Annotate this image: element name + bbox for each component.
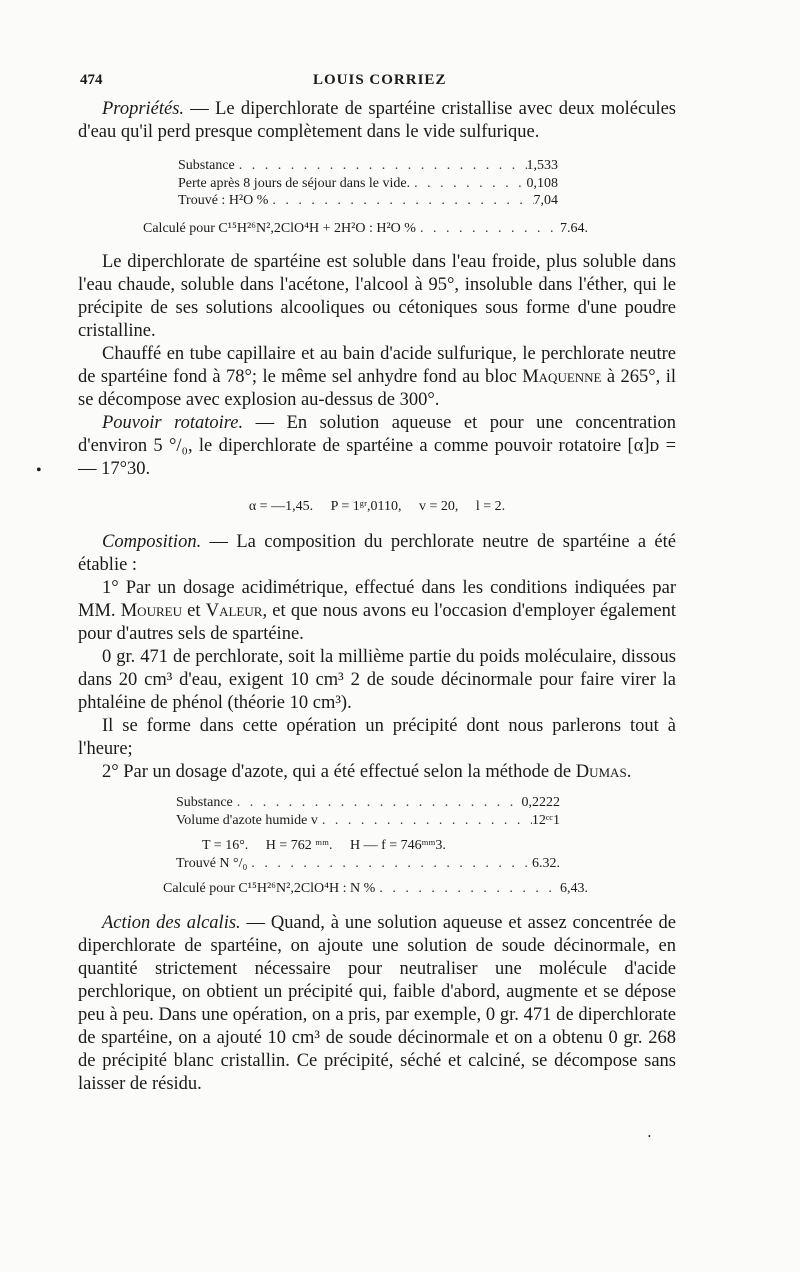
paragraph-text: — En solution aqueuse et pour une concentration d'environ 5 °/₀, le diperchlorate de spartéine a comme pouvoir rotatoire [α]ᴅ = — 17°30. (78, 413, 676, 479)
paragraph-rotation (78, 412, 676, 481)
paragraph-titration: 0 gr. 471 de perchlorate, soit la millième partie du poids moléculaire, dissous dans 20 cm³ d'eau, exigent 10 cm³ 2 de soude décinormale pour faire virer la phtaléine de phénol (théorie 10 cm³). (78, 647, 676, 713)
conditions-line: T = 16°. H = 762 ᵐᵐ. H — f = 746ᵐᵐ3. (202, 838, 446, 853)
paragraph-nitrogen (78, 761, 676, 784)
row-label: Substance (178, 158, 235, 173)
text-span: Chauffé en tube capillaire et au bain d'acide sulfurique, le perchlorate neutre de spartéine fond à 78°; le même sel anhydre fond au bloc (78, 344, 676, 387)
row-value: 1,533 (526, 158, 558, 173)
section-heading: Action des alcalis. (102, 912, 241, 933)
calc-value: 6,43. (560, 881, 588, 896)
table-row (178, 192, 558, 210)
page-header (78, 68, 676, 92)
text-span: et (181, 601, 206, 621)
row-value: 12ᶜᶜ1 (531, 812, 560, 828)
table-row (176, 812, 560, 830)
author-name: Moureu (120, 601, 182, 621)
row-value: 6.32. (532, 855, 560, 871)
paragraph-text: — Quand, à une solution aqueuse et assez concentrée de diperchlorate de spartéine, on ajoute une solution de soude décinormale, en quantité strictement nécessaire pour neutraliser une molécule d'acide perchlorique, on obtient un précipité qui, faible d'abord, augmente et se dépose peu à peu. Dans une opération, on a pris, par exemple, 0 gr. 471 de diperchlorate de spartéine, on a ajouté 10 cm³ de soude décinormale et on a obtenu 0 gr. 268 de précipité blanc cristallin. Ce précipité, séché et calciné, se décompose sans laisser de résidu. (78, 912, 676, 1094)
author-name: Maquenne (522, 367, 602, 387)
text-span: , et que nous avons eu l'occasion d'employer également pour d'autres sels de spartéine. (78, 601, 676, 644)
section-heading: Propriétés. (102, 99, 185, 119)
author-name: Valeur (205, 601, 263, 621)
margin-mark: • (648, 1132, 651, 1141)
calculated-line (143, 220, 588, 238)
paragraph-solubility: Le diperchlorate de spartéine est soluble dans l'eau froide, plus soluble dans l'eau chaude, soluble dans l'acétone, l'alcool à 95°, insoluble dans l'éther, qui le précipite de ses solutions alcooliques ou cétoniques sous forme d'une poudre cristalline. (78, 252, 676, 341)
row-value: 0,2222 (521, 795, 560, 810)
table-row (176, 855, 560, 873)
text-span: 1° Par un dosage acidimétrique, effectué dans les conditions indiquées par MM. (78, 578, 676, 621)
table-row (178, 175, 558, 193)
margin-mark: • (36, 462, 42, 479)
table-row (178, 157, 558, 175)
calculated-line (163, 880, 588, 898)
running-title: LOUIS CORRIEZ (313, 72, 447, 88)
row-label: Substance (176, 795, 233, 810)
row-label: Trouvé N °/₀ (176, 855, 248, 871)
page-number: 474 (80, 72, 103, 88)
author-name: Dumas (575, 762, 627, 782)
section-heading: Pouvoir rotatoire. (102, 413, 244, 433)
table-row (176, 794, 560, 812)
calc-value: 7.64. (560, 220, 588, 236)
paragraph-alkali-action (78, 912, 676, 1096)
section-heading: Composition. (102, 532, 202, 552)
text-span: à 265°, il se décompose avec explosion au-dessus de 300°. (78, 367, 676, 410)
paragraph-precipitate-note: Il se forme dans cette opération un précipité dont nous parlerons tout à l'heure; (78, 716, 676, 759)
calc-label: Calculé pour C¹⁵H²⁶N²,2ClO⁴H : N % (163, 881, 376, 896)
row-label: Perte après 8 jours de séjour dans le vide. (178, 175, 411, 191)
book-page (78, 68, 676, 1096)
row-value: 0,108 (526, 175, 558, 191)
data-table-loss (178, 157, 558, 210)
rotation-formula: α = —1,45. P = 1ᵍʳ,0110, v = 20, l = 2. (248, 499, 506, 514)
paragraph-composition (78, 531, 676, 577)
paragraph-properties (78, 98, 676, 144)
data-table-nitrogen (176, 794, 560, 872)
row-value: 7,04 (533, 193, 558, 208)
text-span: . (626, 762, 632, 782)
paragraph-text: — La composition du perchlorate neutre de spartéine a été établie : (78, 532, 676, 575)
row-label: Trouvé : H²O % (178, 193, 269, 208)
paragraph-text: — Le diperchlorate de spartéine cristallise avec deux molécules d'eau qu'il perd presque complètement dans le vide sulfurique. (78, 99, 676, 142)
row-label: Volume d'azote humide v (176, 812, 318, 828)
calc-label: Calculé pour C¹⁵H²⁶N²,2ClO⁴H + 2H²O : H²O % (143, 220, 416, 236)
paragraph-acidimetric (78, 577, 676, 646)
text-span: 2° Par un dosage d'azote, qui a été effectué selon la méthode de (102, 762, 576, 782)
paragraph-melting (78, 343, 676, 412)
